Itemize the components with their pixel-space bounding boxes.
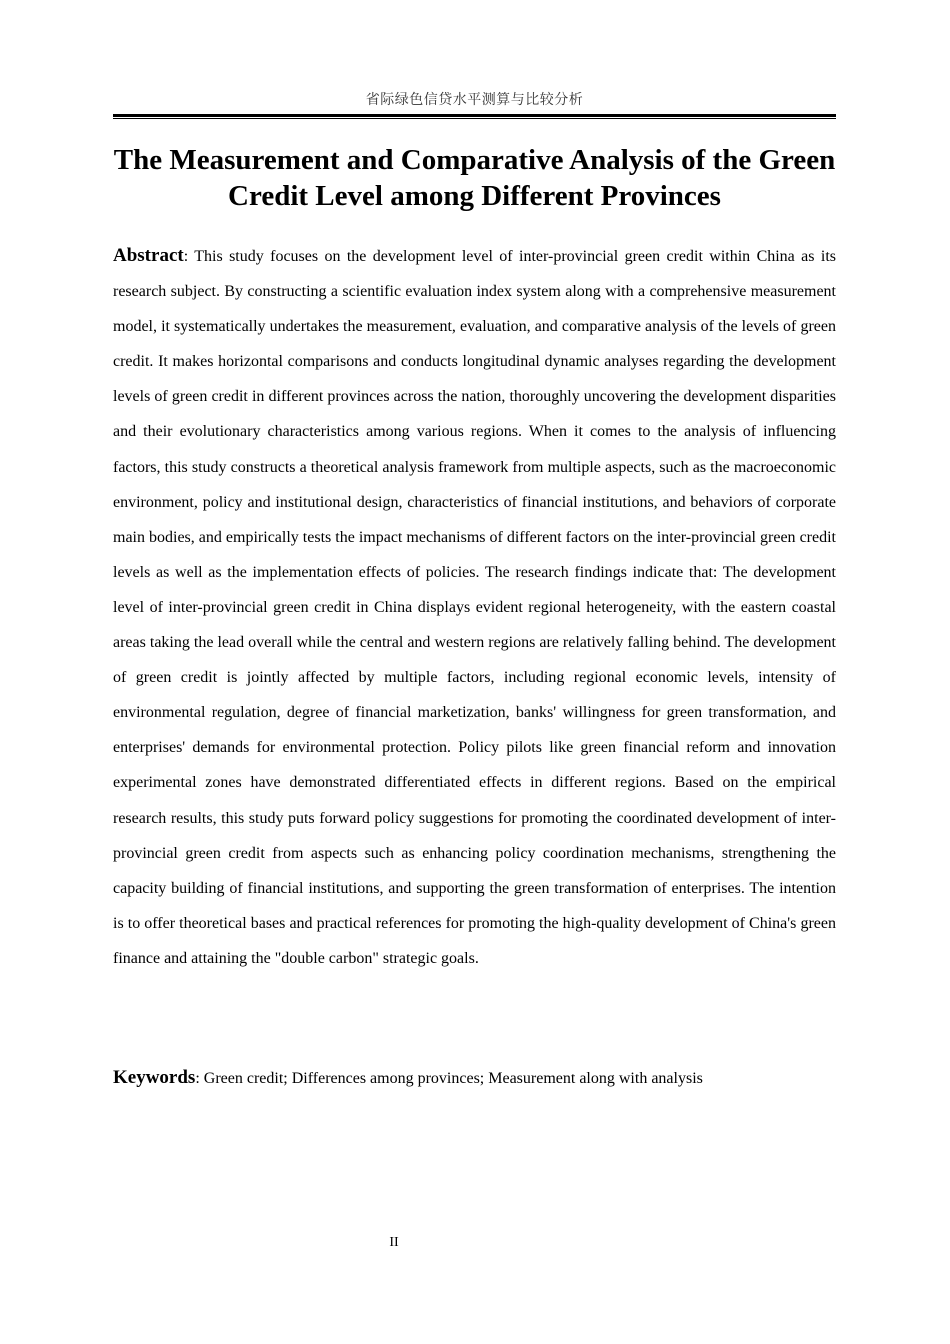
keywords-text: : Green credit; Differences among provinces; Measurement along with analysis [195, 1070, 703, 1087]
paper-title: The Measurement and Comparative Analysis of the Green Credit Level among Different Provinces [113, 144, 836, 212]
running-header: 省际绿色信贷水平测算与比较分析 [365, 92, 584, 108]
abstract-text: : This study focuses on the development level of inter-provincial green credit within China as its research subject. By constructing a scientific evaluation index system along with a comprehensive measurement model, it systematically undertakes the measurement, evaluation, and comparative analysis of the levels of green credit. It makes horizontal comparisons and conducts longitudinal dynamic analyses regarding the development levels of green credit in different provinces across the nation, thoroughly uncovering the development disparities and their evolutionary characteristics among various regions. When it comes to the analysis of influencing factors, this study constructs a theoretical analysis framework from multiple aspects, such as the macroeconomic environment, policy and institutional design, characteristics of financial institutions, and behaviors of corporate main bodies, and empirically tests the impact mechanisms of different factors on the inter-provincial green credit levels as well as the implementation effects of policies. The research findings indicate that: The development level of inter-provincial green credit in China displays evident regional heterogeneity, with the eastern coastal areas taking the lead overall while the central and western regions are relatively falling behind. The development of green credit is jointly affected by multiple factors, including regional economic levels, intensity of environmental regulation, degree of financial marketization, banks' willingness for green transformation, and enterprises' demands for environmental protection. Policy pilots like green financial reform and innovation experimental zones have demonstrated differentiated effects in different regions. Based on the empirical research results, this study puts forward policy suggestions for promoting the coordinated development of inter-provincial green credit from aspects such as enhancing policy coordination mechanisms, strengthening the capacity building of financial institutions, and supporting the green transformation of enterprises. The intention is to offer theoretical bases and practical references for promoting the high-quality development of China's green finance and attaining the "double carbon" strategic goals. [113, 248, 836, 967]
abstract-label: Abstract [113, 245, 184, 266]
abstract-paragraph [113, 238, 836, 976]
keywords-label: Keywords [113, 1067, 196, 1088]
keywords-paragraph [113, 1060, 836, 1096]
page-number: II [389, 1235, 399, 1250]
header-double-rule [113, 114, 836, 119]
